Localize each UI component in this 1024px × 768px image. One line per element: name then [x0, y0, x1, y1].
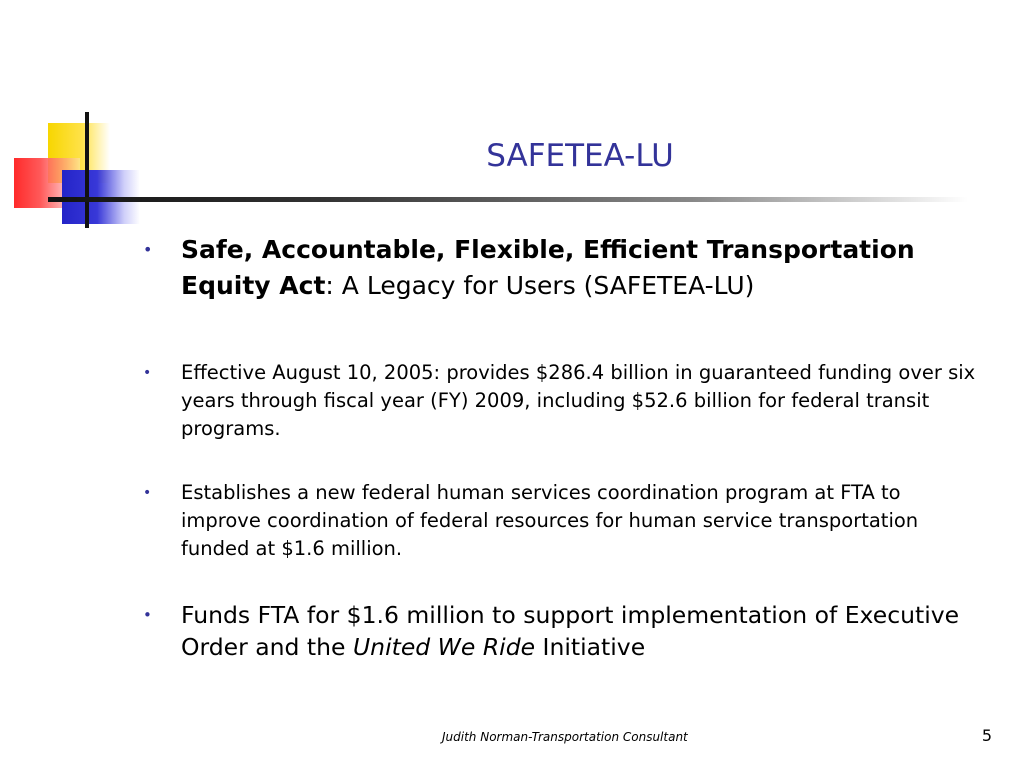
initiative-name: United We Ride: [352, 633, 536, 661]
slide-number: 5: [981, 726, 992, 745]
act-subtitle: : A Legacy for Users (SAFETEA-LU): [325, 271, 755, 300]
bullet-dot-icon: •: [143, 365, 152, 381]
bullet-dot-icon: •: [143, 485, 152, 501]
bullet-text-end: Initiative: [535, 633, 646, 661]
bullet-dot-icon: •: [143, 240, 153, 259]
bullet-text: Establishes a new federal human services coordination program at FTA to improve coordination of federal resources for human service transportation funded at $1.6 million.: [181, 481, 919, 560]
bullet-text: Funds FTA for $1.6 million to support implementation of Executive Order and the: [181, 601, 960, 661]
bullet-item: [140, 479, 980, 563]
act-full-name: Safe, Accountable, Flexible, Efficient Transportation Equity Act: [181, 235, 915, 300]
bullet-item: [140, 359, 980, 443]
bullet-dot-icon: •: [143, 606, 152, 624]
title-underline: [48, 197, 968, 202]
bullet-list: [140, 232, 980, 663]
slide-logo-graphic: [0, 0, 150, 240]
bullet-text: Effective August 10, 2005: provides $286.4 billion in guaranteed funding over six years through fiscal year (FY) 2009, including $52.6 billion for federal transit programs.: [181, 361, 976, 440]
slide-title: SAFETEA-LU: [486, 138, 674, 174]
bullet-item: [140, 232, 980, 304]
logo-vertical-line: [85, 112, 89, 228]
slide-footer: Judith Norman-Transportation Consultant: [442, 730, 688, 744]
bullet-item: [140, 599, 980, 663]
